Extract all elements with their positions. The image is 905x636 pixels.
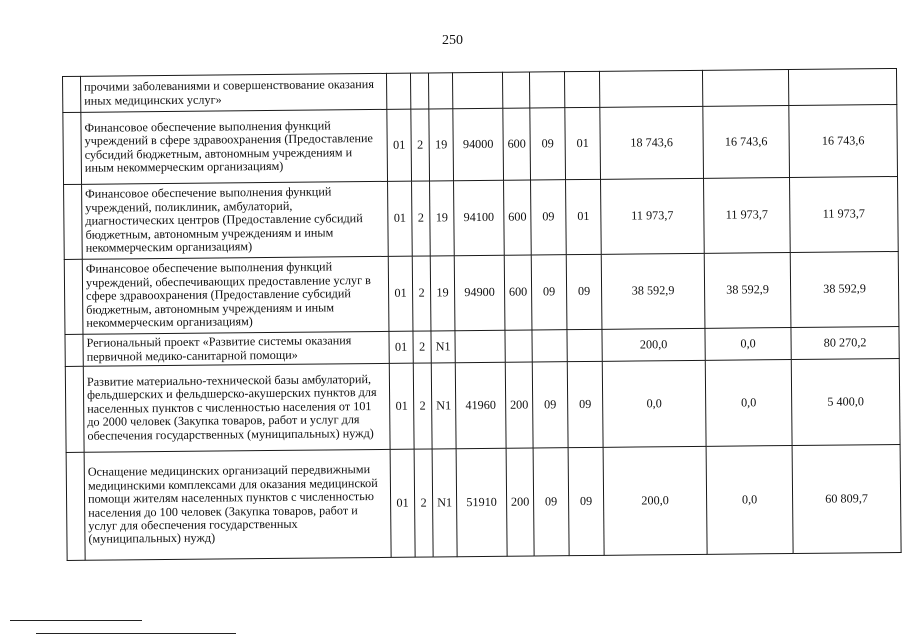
code-direction: 94100 [454, 180, 505, 255]
amount-year-1 [599, 70, 702, 107]
row-index-cell [65, 366, 84, 452]
budget-table-wrapper [62, 68, 901, 561]
code-section [529, 72, 564, 108]
code-program [386, 73, 410, 109]
code-subprogram [410, 73, 428, 109]
row-description: Финансовое обеспечение выполнения функций учреждений, обеспечивающих предоставление услуг в сфере здравоохранения (Предоставление субсидий бюджетным, автономным учреждениям и иным некоммерческим организациям) [82, 256, 389, 334]
code-program: 01 [388, 256, 413, 331]
row-description: Региональный проект «Развитие системы оказания первичной медико-санитарной помощи» [83, 331, 389, 366]
code-direction: 94900 [454, 255, 505, 330]
code-event: N1 [431, 331, 455, 363]
amount-year-1: 18 743,6 [600, 106, 704, 179]
code-subprogram: 2 [414, 449, 433, 557]
amount-year-3: 16 743,6 [789, 104, 898, 177]
code-section: 09 [530, 108, 566, 180]
table-row [64, 251, 899, 334]
table-row [63, 104, 898, 184]
code-section [532, 330, 567, 362]
code-subsection: 01 [566, 179, 602, 254]
budget-table [62, 68, 902, 561]
code-event: 19 [430, 256, 455, 331]
code-event: N1 [432, 449, 457, 557]
code-subprogram: 2 [413, 331, 431, 363]
amount-year-1: 200,0 [602, 328, 705, 361]
code-program: 01 [387, 109, 412, 181]
amount-year-1: 11 973,7 [601, 178, 705, 254]
code-section: 09 [531, 180, 567, 255]
code-program: 01 [390, 449, 415, 557]
row-index-cell [63, 76, 81, 112]
amount-year-3: 38 592,9 [790, 251, 899, 327]
code-expense-type [502, 72, 529, 108]
row-description: Оснащение медицинских организаций передвижными медицинскими комплексами для оказания медицинской помощи жителям населенных пунктов с численностью населения до 100 человек (Закупка товаров, работ и услуг для обеспечения государственных (муниципальных) нужд) [84, 449, 391, 560]
code-subsection: 01 [565, 107, 601, 179]
amount-year-2: 16 743,6 [703, 106, 790, 179]
row-description: прочими заболеваниями и совершенствование оказания иных медицинских услуг» [81, 73, 387, 112]
code-subprogram: 2 [412, 256, 431, 331]
footnote-separator-line-2 [36, 633, 236, 634]
amount-year-1: 0,0 [602, 360, 706, 447]
code-direction: 94000 [453, 108, 504, 180]
row-description: Развитие материально-технической базы амбулаторий, фельдшерских и фельдшерско-акушерских пунктов для населенных пунктов с численностью населения от 101 до 2000 человек (Закупка товаров, работ и услуг для обеспечения государственных (муниципальных) нужд) [83, 363, 390, 452]
amount-year-2: 11 973,7 [704, 178, 791, 254]
code-program: 01 [389, 363, 414, 449]
code-direction: 41960 [455, 362, 506, 448]
amount-year-1: 200,0 [603, 446, 707, 555]
code-direction [452, 72, 502, 108]
code-expense-type: 600 [503, 108, 531, 180]
row-index-cell [63, 112, 82, 184]
amount-year-2: 0,0 [705, 328, 791, 361]
code-expense-type: 600 [504, 255, 532, 330]
amount-year-2: 38 592,9 [704, 253, 791, 329]
code-subprogram: 2 [411, 109, 430, 181]
code-subprogram: 2 [413, 363, 432, 449]
amount-year-3 [788, 68, 896, 105]
table-row [64, 176, 899, 259]
table-row [66, 444, 901, 560]
amount-year-3: 5 400,0 [791, 358, 900, 445]
amount-year-1: 38 592,9 [601, 253, 705, 329]
code-event: N1 [431, 363, 456, 449]
amount-year-2 [702, 70, 788, 107]
code-expense-type: 200 [505, 362, 533, 448]
amount-year-3: 80 270,2 [791, 326, 899, 359]
code-section: 09 [531, 255, 567, 330]
code-subsection [567, 329, 602, 361]
code-direction: 51910 [456, 448, 507, 556]
row-description: Финансовое обеспечение выполнения функций учреждений в сфере здравоохранения (Предоставление субсидий бюджетным, автономным учреждениям и иным некоммерческим организациям) [81, 109, 388, 184]
code-expense-type: 600 [504, 180, 532, 255]
code-event: 19 [429, 109, 454, 181]
code-subsection [564, 71, 599, 107]
row-index-cell [65, 334, 83, 366]
code-section: 09 [532, 362, 568, 448]
code-subsection: 09 [568, 447, 604, 555]
amount-year-2: 0,0 [705, 360, 792, 447]
code-program: 01 [389, 331, 413, 363]
code-section: 09 [533, 448, 569, 556]
code-subprogram: 2 [412, 181, 431, 256]
code-subsection: 09 [567, 361, 603, 447]
code-direction [455, 330, 505, 362]
row-description: Финансовое обеспечение выполнения функций учреждений, поликлиник, амбулаторий, диагностических центров (Предоставление субсидий бюджетным, автономным учреждениям и иным некоммерческим организациям) [82, 181, 389, 259]
code-event: 19 [430, 181, 455, 256]
code-expense-type: 200 [506, 448, 534, 556]
row-index-cell [66, 452, 85, 560]
amount-year-2: 0,0 [706, 446, 793, 555]
page-number: 250 [442, 33, 463, 48]
row-index-cell [64, 184, 83, 259]
footnote-separator-line [10, 620, 142, 621]
amount-year-3: 60 809,7 [792, 444, 901, 553]
code-program: 01 [388, 181, 413, 256]
code-event [428, 73, 452, 109]
code-expense-type [505, 330, 532, 362]
table-row [65, 358, 900, 452]
code-subsection: 09 [566, 254, 602, 329]
amount-year-3: 11 973,7 [790, 176, 899, 252]
row-index-cell [64, 259, 83, 334]
